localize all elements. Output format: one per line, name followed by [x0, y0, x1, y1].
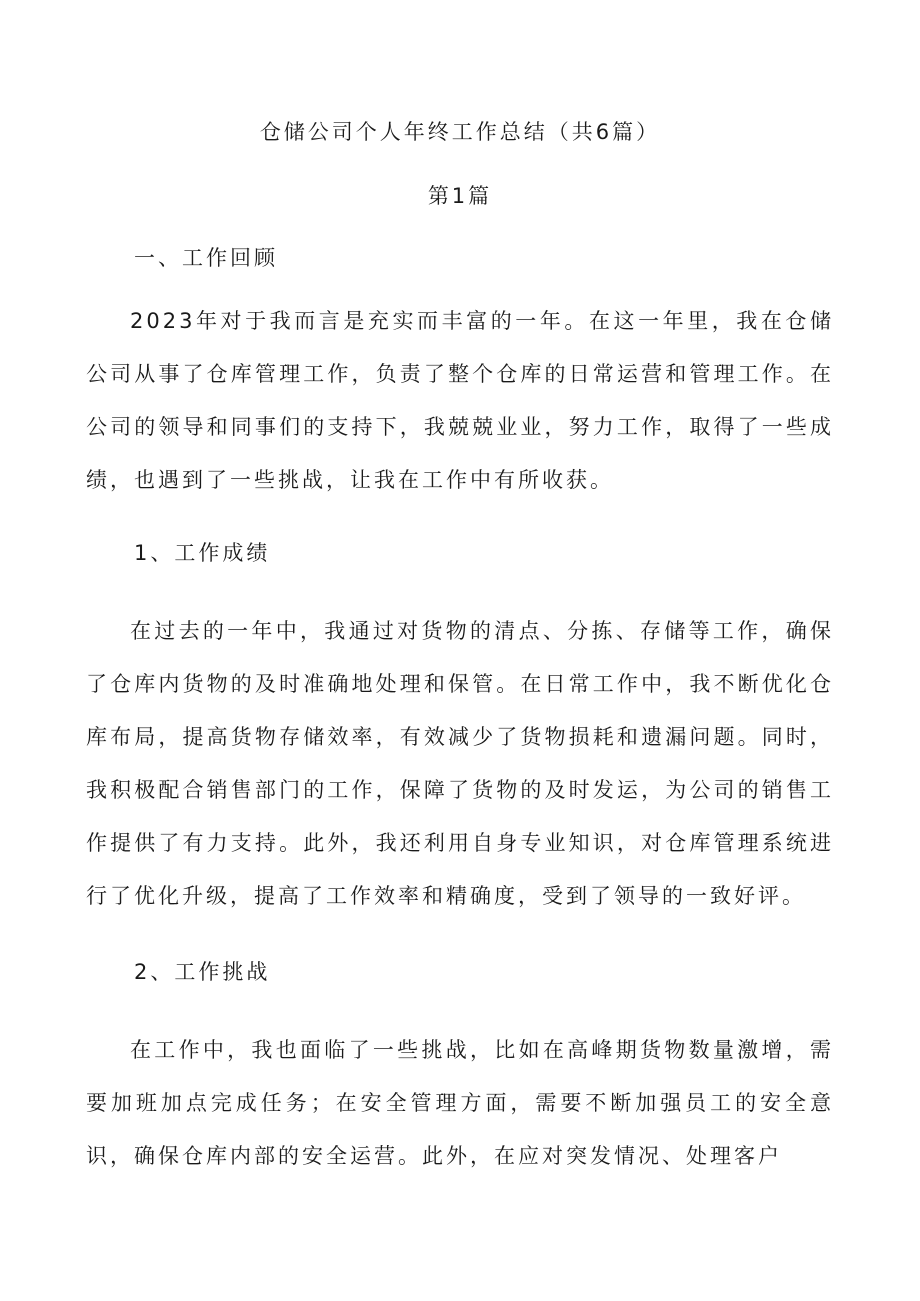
paragraph-achievements: 在过去的一年中，我通过对货物的清点、分拣、存储等工作，确保了仓库内货物的及时准确地处理和保管。在日常工作中，我不断优化仓库布局，提高货物存储效率，有效减少了货物损耗和遗漏问题。同时，我积极配合销售部门的工作，保障了货物的及时发运，为公司的销售工作提供了有力支持。此外，我还利用自身专业知识，对仓库管理系统进行了优化升级，提高了工作效率和精确度，受到了领导的一致好评。 — [86, 619, 834, 908]
section-heading-achievements: 1、工作成绩 — [134, 541, 271, 565]
section-heading-challenges: 2、工作挑战 — [134, 960, 271, 984]
paragraph-intro: 2023年对于我而言是充实而丰富的一年。在这一年里，我在仓储公司从事了仓库管理工作，负责了整个仓库的日常运营和管理工作。在公司的领导和同事们的支持下，我兢兢业业，努力工作，取得了一些成绩，也遇到了一些挑战，让我在工作中有所收获。 — [86, 309, 834, 492]
document-title: 仓储公司个人年终工作总结（共6篇） — [259, 120, 661, 144]
section-heading-review: 一、工作回顾 — [134, 246, 278, 270]
part-title: 第1篇 — [427, 184, 493, 208]
paragraph-challenges: 在工作中，我也面临了一些挑战，比如在高峰期货物数量激增，需要加班加点完成任务；在安全管理方面，需要不断加强员工的安全意识，确保仓库内部的安全运营。此外，在应对突发情况、处理客户 — [86, 1038, 834, 1168]
